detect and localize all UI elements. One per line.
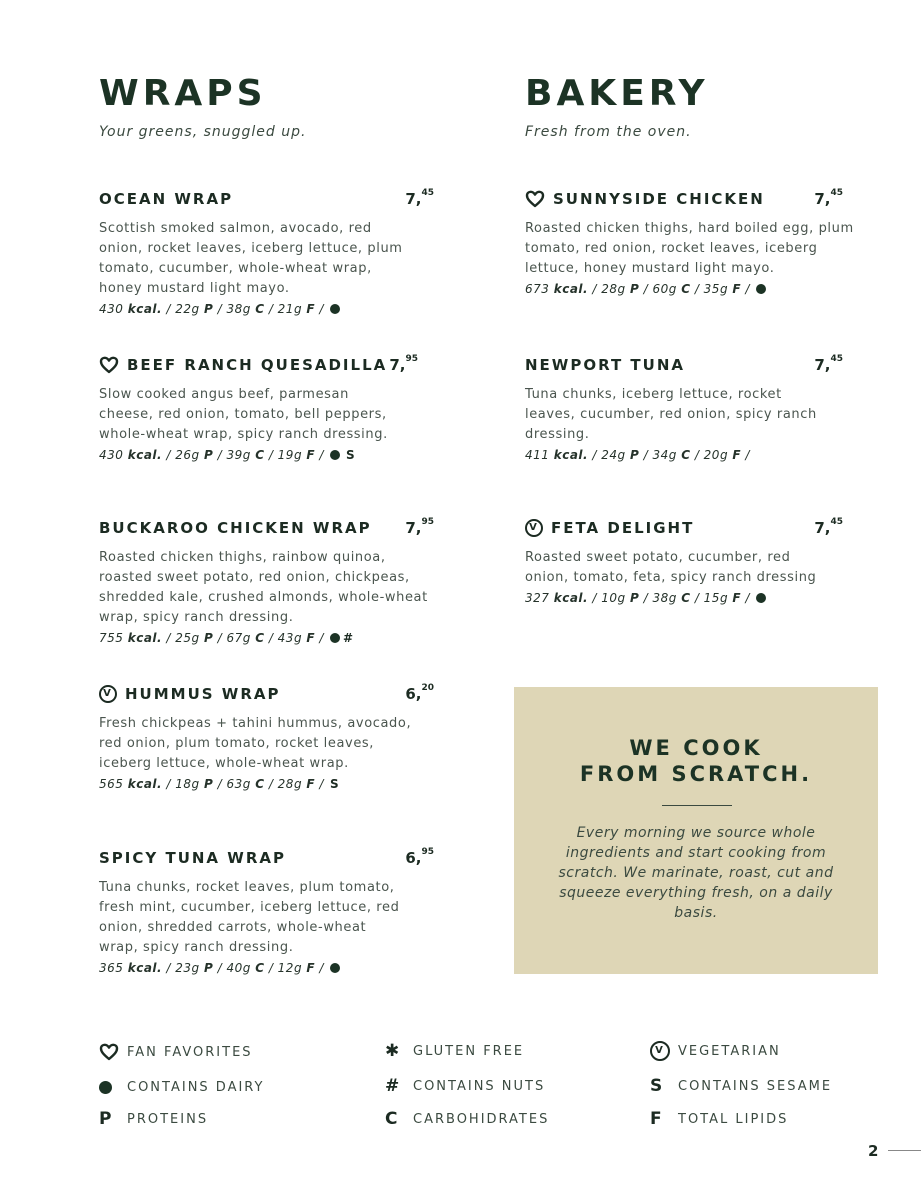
heart-icon bbox=[99, 356, 119, 374]
bakery-subtitle: Fresh from the oven. bbox=[525, 124, 692, 140]
item-description: Roasted chicken thighs, rainbow quinoa, roasted sweet potato, red onion, chickpeas, shredded kale, crushed almonds, whole-wheat wrap, spicy ranch dressing. bbox=[99, 550, 428, 625]
heart-icon bbox=[525, 190, 545, 208]
item-description: Tuna chunks, rocket leaves, plum tomato, fresh mint, cucumber, iceberg lettuce, red onion, shredded carrots, whole-wheat wrap, spicy ranch dressing. bbox=[99, 880, 400, 955]
dairy-icon bbox=[330, 450, 340, 460]
legend-contains-sesame: S CONTAINS SESAME bbox=[650, 1076, 833, 1096]
page-number-rule bbox=[888, 1150, 921, 1151]
from-scratch-callout bbox=[514, 687, 878, 974]
bakery-title: BAKERY bbox=[525, 73, 709, 114]
vegetarian-icon: V bbox=[650, 1041, 670, 1061]
item-name: V HUMMUS WRAP bbox=[99, 683, 281, 705]
item-name: SUNNYSIDE CHICKEN bbox=[525, 188, 765, 210]
sesame-icon: S bbox=[329, 777, 340, 791]
item-description: Scottish smoked salmon, avocado, red onion, rocket leaves, iceberg lettuce, plum tomato, cucumber, whole-wheat wrap, honey mustard light mayo. bbox=[99, 221, 403, 296]
vegetarian-icon: V bbox=[99, 685, 117, 703]
item-price: 7,45 bbox=[814, 188, 843, 208]
item-description: Fresh chickpeas + tahini hummus, avocado, red onion, plum tomato, rocket leaves, iceberg lettuce, whole-wheat wrap. bbox=[99, 716, 412, 771]
item-price: 7,45 bbox=[814, 517, 843, 537]
callout-divider bbox=[662, 805, 732, 806]
legend-contains-dairy: CONTAINS DAIRY bbox=[99, 1077, 264, 1097]
item-nutrition: 430 kcal. / 22g P / 38g C / 21g F / bbox=[99, 299, 434, 319]
item-nutrition: 755 kcal. / 25g P / 67g C / 43g F / # bbox=[99, 628, 434, 648]
item-description: Roasted sweet potato, cucumber, red onion, tomato, feta, spicy ranch dressing bbox=[525, 550, 817, 585]
wraps-section bbox=[99, 72, 434, 975]
carbs-icon: C bbox=[385, 1109, 400, 1129]
item-price: 7,95 bbox=[405, 517, 434, 537]
dairy-icon bbox=[756, 284, 766, 294]
item-price: 7,45 bbox=[405, 188, 434, 208]
dairy-icon bbox=[330, 963, 340, 973]
item-description: Slow cooked angus beef, parmesan cheese, red onion, tomato, bell peppers, whole-wheat wrap, spicy ranch dressing. bbox=[99, 387, 388, 442]
item-name: V FETA DELIGHT bbox=[525, 517, 694, 539]
page-number: 2 bbox=[868, 1142, 879, 1160]
legend-proteins: P PROTEINS bbox=[99, 1109, 209, 1129]
menu-item-newport-tuna bbox=[525, 354, 860, 465]
heart-icon bbox=[99, 1043, 121, 1061]
nuts-icon: # bbox=[385, 1076, 402, 1096]
item-nutrition: 430 kcal. / 26g P / 39g C / 19g F / S bbox=[99, 445, 434, 465]
dairy-icon bbox=[756, 593, 766, 603]
item-description: Roasted chicken thighs, hard boiled egg, plum tomato, red onion, rocket leaves, iceberg lettuce, honey mustard light mayo. bbox=[525, 221, 854, 276]
callout-text: Every morning we source whole ingredients and start cooking from scratch. We marinate, roast, cut and squeeze everything fresh, on a daily basis. bbox=[558, 825, 834, 921]
legend-gluten-free: ✱ GLUTEN FREE bbox=[385, 1041, 525, 1061]
menu-item-feta-delight bbox=[525, 517, 860, 608]
menu-item-beef-ranch-quesadilla bbox=[99, 354, 434, 465]
nuts-icon: # bbox=[342, 631, 354, 645]
legend-contains-nuts: # CONTAINS NUTS bbox=[385, 1076, 546, 1096]
wraps-subtitle: Your greens, snuggled up. bbox=[99, 124, 307, 140]
item-nutrition: 673 kcal. / 28g P / 60g C / 35g F / bbox=[525, 279, 860, 299]
item-price: 6,95 bbox=[405, 847, 434, 867]
item-nutrition: 365 kcal. / 23g P / 40g C / 12g F / bbox=[99, 958, 434, 978]
lipids-icon: F bbox=[650, 1109, 664, 1129]
wraps-title: WRAPS bbox=[99, 73, 267, 114]
legend-vegetarian: V VEGETARIAN bbox=[650, 1041, 781, 1061]
legend-fan-favorites: FAN FAVORITES bbox=[99, 1042, 253, 1062]
vegetarian-icon-wrap bbox=[650, 1041, 672, 1061]
item-nutrition: 565 kcal. / 18g P / 63g C / 28g F / S bbox=[99, 774, 434, 794]
dairy-icon bbox=[99, 1081, 112, 1094]
item-nutrition: 327 kcal. / 10g P / 38g C / 15g F / bbox=[525, 588, 860, 608]
sesame-icon: S bbox=[650, 1076, 665, 1096]
legend-carbohidrates: C CARBOHIDRATES bbox=[385, 1109, 550, 1129]
proteins-icon: P bbox=[99, 1109, 114, 1129]
menu-item-hummus-wrap bbox=[99, 683, 434, 794]
item-name: BUCKAROO CHICKEN WRAP bbox=[99, 519, 372, 537]
menu-item-buckaroo-chicken-wrap bbox=[99, 517, 434, 648]
item-description: Tuna chunks, iceberg lettuce, rocket leaves, cucumber, red onion, spicy ranch dressing. bbox=[525, 387, 817, 442]
sesame-icon: S bbox=[345, 448, 356, 462]
menu-item-spicy-tuna-wrap bbox=[99, 847, 434, 978]
item-name: SPICY TUNA WRAP bbox=[99, 849, 286, 867]
asterisk-icon: ✱ bbox=[385, 1041, 402, 1061]
legend-total-lipids: F TOTAL LIPIDS bbox=[650, 1109, 789, 1129]
dairy-icon-wrap bbox=[99, 1081, 121, 1094]
menu-item-sunnyside-chicken bbox=[525, 188, 860, 299]
item-name: BEEF RANCH QUESADILLA bbox=[99, 354, 387, 376]
callout-title: WE COOK FROM SCRATCH. bbox=[579, 736, 813, 786]
item-price: 7,45 bbox=[814, 354, 843, 374]
item-price: 7,95 bbox=[389, 354, 418, 374]
dairy-icon bbox=[330, 304, 340, 314]
menu-item-ocean-wrap bbox=[99, 188, 434, 319]
dairy-icon bbox=[330, 633, 340, 643]
vegetarian-icon: V bbox=[525, 519, 543, 537]
item-name: OCEAN WRAP bbox=[99, 190, 234, 208]
item-price: 6,20 bbox=[405, 683, 434, 703]
item-nutrition: 411 kcal. / 24g P / 34g C / 20g F / bbox=[525, 448, 750, 462]
bakery-section bbox=[525, 72, 860, 605]
item-name: NEWPORT TUNA bbox=[525, 356, 685, 374]
